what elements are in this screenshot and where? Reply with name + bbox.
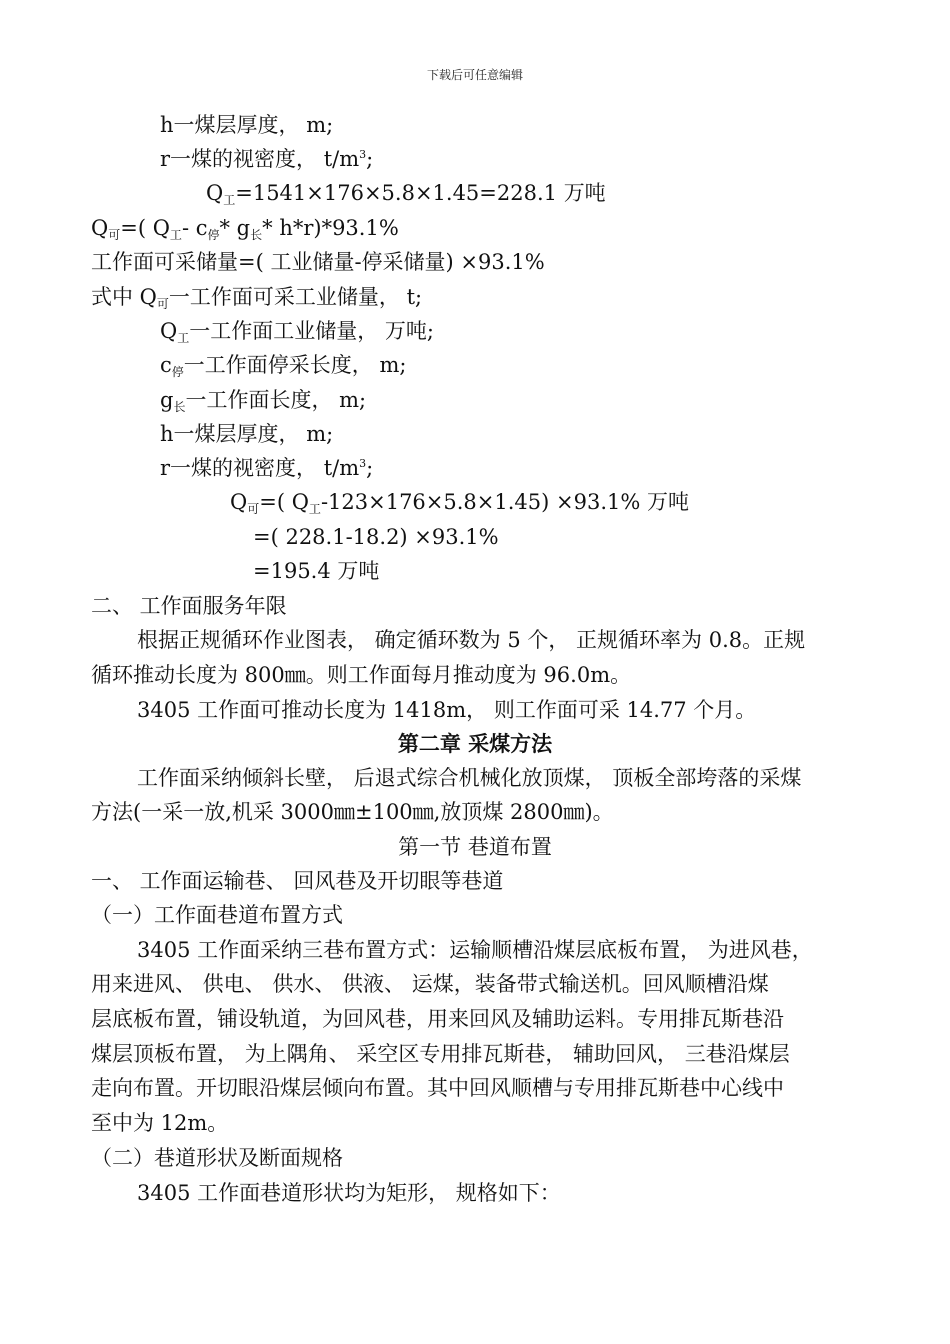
paragraph-line: 至中为 12m。 xyxy=(91,1111,229,1135)
section-heading: 二、 工作面服务年限 xyxy=(91,594,287,618)
paragraph-line: 层底板布置，铺设轨道，为回风巷，用来回风及辅助运料。专用排瓦斯巷沿 xyxy=(91,1007,784,1031)
paragraph-line: 3405 工作面巷道形状均为矩形， 规格如下： xyxy=(137,1181,561,1205)
text-line: h一煤层厚度， m; xyxy=(160,113,334,137)
paragraph-line: 方法(一采一放,机采 3000㎜±100㎜,放顶煤 2800㎜)。 xyxy=(91,800,614,824)
text-line: r一煤的视密度， $t/m^3$; xyxy=(160,147,374,171)
chapter-title: 第二章 采煤方法 xyxy=(397,731,553,756)
subsection-heading: （一）工作面巷道布置方式 xyxy=(91,903,343,927)
paragraph-line: 3405 工作面可推动长度为 1418m， 则工作面可采 14.77 个月。 xyxy=(137,698,757,722)
section-heading: 一、 工作面运输巷、 回风巷及开切眼等巷道 xyxy=(91,869,504,893)
page-header: 下载后可任意编辑 xyxy=(426,68,523,82)
text-line: $Q_工$一工作面工业储量， 万吨; xyxy=(160,319,434,345)
paragraph-line: 工作面采纳倾斜长壁， 后退式综合机械化放顶煤， 顶板全部垮落的采煤 xyxy=(137,766,802,790)
paragraph-line: 根据正规循环作业图表， 确定循环数为 5 个， 正规循环率为 0.8。正规 xyxy=(137,628,806,652)
paragraph-line: 3405 工作面采纳三巷布置方式：运输顺槽沿煤层底板布置， 为进风巷， xyxy=(137,938,813,962)
formula-line: $Q_可=$( $Q_工-$ $c_停*$ $g_长*$ h*r)*93.1% xyxy=(91,216,399,242)
text-line: 式中 $Q_可$一工作面可采工业储量， t; xyxy=(91,285,423,311)
formula-line: =195.4 万吨 xyxy=(253,559,380,583)
text-line: $c_停$一工作面停采长度， m; xyxy=(160,353,407,379)
text-line: $g_长$一工作面长度， m; xyxy=(160,388,367,414)
formula-line: $Q_可=$( $Q_工-123\times 176\times 5.8\times 1.45) \times 93.1\%$ 万吨 xyxy=(230,490,689,516)
formula-line: 工作面可采储量=( 工业储量-停采储量) ×93.1% xyxy=(91,250,545,274)
section-title: 第一节 巷道布置 xyxy=(398,835,552,859)
formula-line: =( 228.1-18.2) ×93.1% xyxy=(253,525,499,549)
paragraph-line: 走向布置。开切眼沿煤层倾向布置。其中回风顺槽与专用排瓦斯巷中心线中 xyxy=(91,1076,784,1100)
paragraph-line: 煤层顶板布置， 为上隅角、 采空区专用排瓦斯巷， 辅助回风， 三巷沿煤层 xyxy=(91,1042,790,1066)
paragraph-line: 用来进风、 供电、 供水、 供液、 运煤，装备带式输送机。回风顺槽沿煤 xyxy=(91,972,769,996)
paragraph-line: 循环推动长度为 800㎜。则工作面每月推动度为 96.0m。 xyxy=(91,663,632,687)
subsection-heading: （二）巷道形状及断面规格 xyxy=(91,1146,343,1170)
text-line: r一煤的视密度， $t/m^3$; xyxy=(160,456,374,480)
text-line: h一煤层厚度， m; xyxy=(160,422,334,446)
formula-line: $Q_工=1541\times 176\times 5.8\times 1.45=228.1$ 万吨 xyxy=(206,181,606,207)
